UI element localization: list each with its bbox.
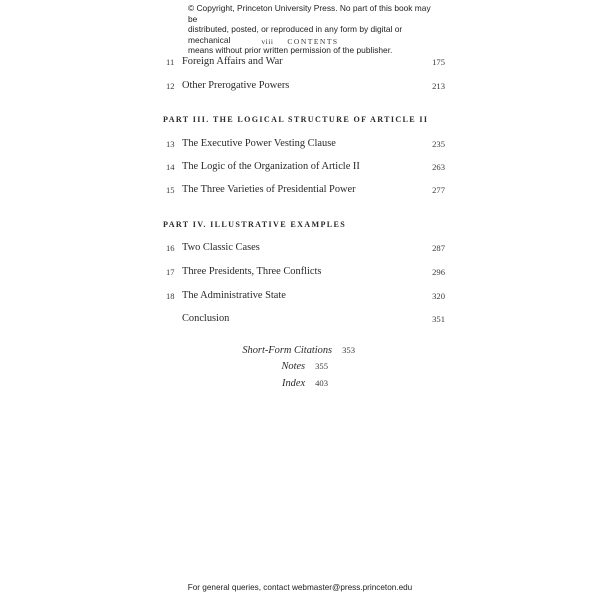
chapter-title: The Executive Power Vesting Clause (182, 138, 336, 149)
copyright-line: © Copyright, Princeton University Press. No part of this book may be (188, 3, 431, 24)
back-matter-entry[interactable] (282, 376, 328, 391)
copyright-line: distributed, posted, or reproduced in any form by digital or mechanical (188, 24, 403, 45)
toc-entry[interactable] (162, 241, 445, 255)
chapter-title: Three Presidents, Three Conflicts (182, 266, 322, 277)
page-number: 263 (432, 162, 445, 172)
chapter-title: The Three Varieties of Presidential Power (182, 184, 356, 195)
toc-entry[interactable] (162, 312, 445, 326)
chapter-number: 15 (166, 185, 175, 195)
chapter-number: 11 (166, 57, 175, 67)
chapter-number: 12 (166, 81, 175, 91)
chapter-number: 13 (166, 139, 175, 149)
page-number: 353 (342, 345, 355, 355)
page-number: 355 (315, 361, 328, 371)
chapter-number: 14 (166, 162, 175, 172)
running-head-title: CONTENTS (287, 37, 339, 46)
toc-entry[interactable] (162, 160, 445, 174)
chapter-title: Other Prerogative Powers (182, 80, 290, 91)
chapter-number: 17 (166, 267, 175, 277)
page-number: 296 (432, 267, 445, 277)
toc-entry[interactable] (162, 265, 445, 279)
chapter-title: Conclusion (182, 313, 230, 324)
running-head (0, 37, 600, 46)
toc-entry[interactable] (162, 55, 445, 69)
page-number: 175 (432, 57, 445, 67)
chapter-title: The Logic of the Organization of Article II (182, 161, 360, 172)
page-number: 235 (432, 139, 445, 149)
copyright-line: means without prior written permission of the publisher. (188, 45, 393, 55)
page-number: 213 (432, 81, 445, 91)
part-heading: PART IV. ILLUSTRATIVE EXAMPLES (163, 220, 347, 229)
toc-entry[interactable] (162, 289, 445, 303)
page-number: 287 (432, 243, 445, 253)
back-matter-label: Short-Form Citations (242, 345, 333, 356)
back-matter-label: Index (282, 378, 306, 389)
page-number: 277 (432, 185, 445, 195)
page-number: 403 (315, 378, 328, 388)
toc-entry[interactable] (162, 183, 445, 197)
toc-entry[interactable] (162, 137, 445, 151)
page-folio: viii (261, 37, 274, 46)
chapter-number: 16 (166, 243, 175, 253)
part-heading: PART III. THE LOGICAL STRUCTURE OF ARTICLE II (163, 115, 429, 124)
page-number: 351 (432, 314, 445, 324)
chapter-number: 18 (166, 291, 175, 301)
back-matter-entry[interactable] (242, 343, 355, 358)
toc-entry[interactable] (162, 79, 445, 93)
chapter-title: The Administrative State (182, 290, 286, 301)
page-number: 320 (432, 291, 445, 301)
footer-contact: For general queries, contact webmaster@press.princeton.edu (187, 583, 413, 592)
back-matter-entry[interactable] (281, 359, 328, 374)
chapter-title: Foreign Affairs and War (182, 56, 283, 67)
back-matter-label: Notes (281, 361, 306, 372)
copyright-notice (188, 3, 433, 56)
chapter-title: Two Classic Cases (182, 242, 260, 253)
